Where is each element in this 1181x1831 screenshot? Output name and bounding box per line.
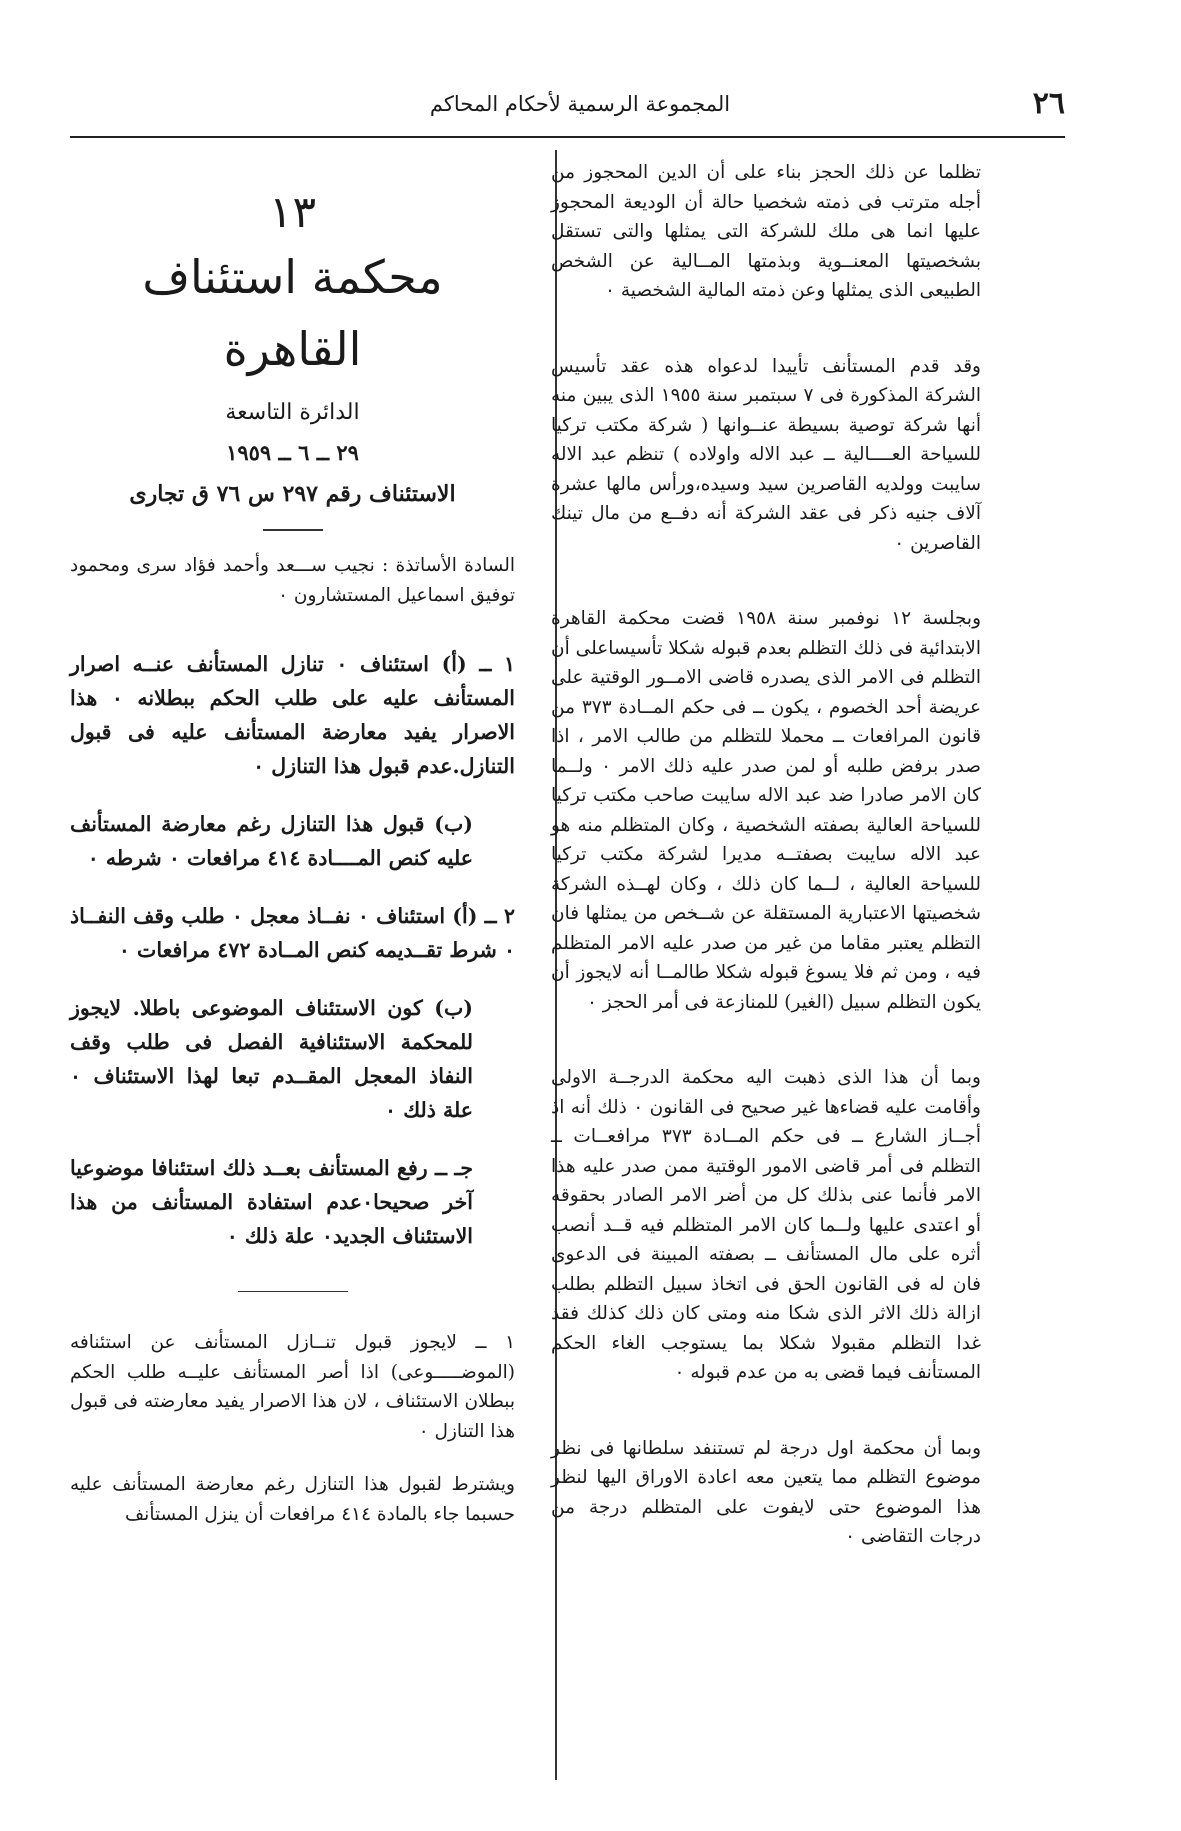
syllabus-item-2b: (ب) كون الاستئناف الموضوعى باطلا. لايجوز للمحكمة الاستئنافية الفصل فى طلب وقف النفاذ المعجل المقــدم تبعا لهذا الاستئناف ٠ علة ذلك ٠ (70, 995, 473, 1122)
short-rule (263, 529, 323, 531)
syllabus-item-2a: ٢ ــ (أ) استئناف ٠ نفــاذ معجل ٠ طلب وقف النفــاذ ٠ شرط تقــديمه كنص المــادة ٤٧٢ مرافعات ٠ (70, 903, 515, 962)
paragraph-5: وبما أن محكمة اول درجة لم تستنفد سلطانها فى نظر موضوع التظلم مما يتعين معه اعادة الاوراق اليها لنظر هذا الموضوع حتى لايفوت على المتظلم درجة من درجات التقاضى ٠ (551, 1437, 981, 1547)
court-name: محكمة استئناف القاهرة (142, 250, 443, 376)
section-rule (238, 1291, 348, 1293)
syllabus-item-1b: (ب) قبول هذا التنازل رغم معارضة المستأنف عليه كنص المــــادة ٤١٤ مرافعات ٠ شرطه ٠ (70, 811, 473, 870)
principle-2: ويشترط لقبول هذا التنازل رغم معارضة المستأنف عليه حسبما جاء بالمادة ٤١٤ مرافعات أن ينزل المستأنف (70, 1474, 515, 1525)
paragraph-4: وبما أن هذا الذى ذهبت اليه محكمة الدرجــة الاولى وأقامت عليه قضاءها غير صحيح فى القانون ٠ ذلك أنه اذ أجــاز الشارع ــ فى حكم المــادة ٣٧٣ مرافعــات ــ التظلم فى أمر قاضى الامور الوقتية ممن صدر عليه هذا الامر فأنما عنى بذلك كل من أضر الامر الصادر بحقوقه أو اعتدى عليها ولــما كان الامر المتظلم فيه قــد أنصب أثره على مال المستأنف ــ بصفته المبينة فى الدعوى فان له فى القانون الحق فى اتخاذ سبيل التظلم بطلب ازالة ذلك الاثر الذى شكا منه ومتى كان ذلك كذلك فقد غدا التظلم مقبولا شكلا بما يستوجب الغاء الحكم المستأنف فيما قضى به من عدم قبوله ٠ (551, 1067, 981, 1383)
syllabus-item-2c: جـ ــ رفع المستأنف بعــد ذلك استئنافا موضوعيا آخر صحيحا٠عدم استفادة المستأنف من هذا الاستئناف الجديد٠ علة ذلك ٠ (70, 1155, 473, 1248)
running-title: المجموعة الرسمية لأحكام المحاكم (429, 92, 731, 116)
case-number: ١٣ (268, 187, 317, 238)
paragraph-3: وبجلسة ١٢ نوفمبر سنة ١٩٥٨ قضت محكمة القاهرة الابتدائية فى ذلك التظلم بعدم قبوله شكلا تأسيساعلى أن التظلم فى الامر الذى يصدره قاضى الامــور الوقتية على عريضة أحد الخصوم ، يكون ــ فى حكم المــادة ٣٧٣ من قانون المرافعات ــ محملا للتظلم من طالب الامر ، اذا صدر برفض طلبه أو لمن صدر عليه ذلك الامر ٠ ولــما كان الامر صادرا ضد عبد الاله سايبت صاحب مكتب تركيا للسياحة العالية بصفته الشخصية ، وكان المتظلم منه هو عبد الاله سايبت بصفتــه مديرا لشركة مكتب تركيا للسياحة العالية ، لــما كان ذلك ، وكان لهــذه الشركة شخصيتها الاعتبارية المستقلة عن شــخص من يمثلها فان التظلم يعتبر مقاما من غير من صدر عليه الامر المتظلم فيه ، ومن ثم فلا يسوغ قبوله شكلا طالمــا أنه لايجوز أن يكون التظلم سبيل (الغير) للمنازعة فى أمر الحجز ٠ (551, 608, 982, 1013)
syllabus-item-1a: ١ ــ (أ) استئناف ٠ تنازل المستأنف عنــه اصرار المستأنف عليه على طلب الحكم ببطلانه ٠ هذا الاصرار يفيد معارضة المستأنف عليه فى قبول التنازل.عدم قبول هذا التنازل ٠ (70, 651, 515, 778)
case-date: ٢٩ ــ ٦ ــ ١٩٥٩ (226, 440, 359, 465)
circuit-name: الدائرة التاسعة (225, 400, 360, 425)
paragraph-1: تظلما عن ذلك الحجز بناء على أن الدين المحجوز من أجله مترتب فى ذمته شخصيا حالة أن الوديعة المحجوز عليها انما هى ملك للشركة التى يمثلها والتى تستقل بشخصيتها المعنــوية وبذمتها المــالية عن الشخص الطبيعى الذى يمثلها وعن ذمته المالية الشخصية ٠ (551, 162, 981, 301)
principle-1: ١ ــ لايجوز قبول تنــازل المستأنف عن استئنافه (الموضـــــوعى) اذا أصر المستأنف عليــه طلب الحكم ببطلان الاستئناف ، لان هذا الاصرار يفيد معارضته فى قبول هذا التنازل ٠ (70, 1332, 515, 1442)
page-number: ٢٦ (1032, 86, 1065, 121)
page-header (95, 86, 1065, 126)
bench-members: السادة الأساتذة : نجيب ســـعد وأحمد فؤاد سرى ومحمود توفيق اسماعيل المستشارون ٠ (70, 554, 515, 606)
case-reference: الاستئناف رقم ٢٩٧ س ٧٦ ق تجارى (129, 481, 456, 507)
paragraph-2: وقد قدم المستأنف تأييدا لدعواه هذه عقد تأسيس الشركة المذكورة فى ٧ سبتمبر سنة ١٩٥٥ الذى يبين منه أنها شركة توصية بسيطة عنــوانها ( شركة مكتب تركيا للسياحة العــــالية ــ عبد الاله واولاده ) تنظم عبد الاله سايبت وولديه القاصرين سيد وسيده،ورأس مالها عشرة آلاف جنيه ذكر فى عقد الشركة أنه دفــع من مال تينك القاصرين ٠ (551, 355, 981, 554)
left-column (70, 185, 515, 1529)
right-column (551, 158, 981, 1552)
header-rule (70, 136, 1065, 138)
